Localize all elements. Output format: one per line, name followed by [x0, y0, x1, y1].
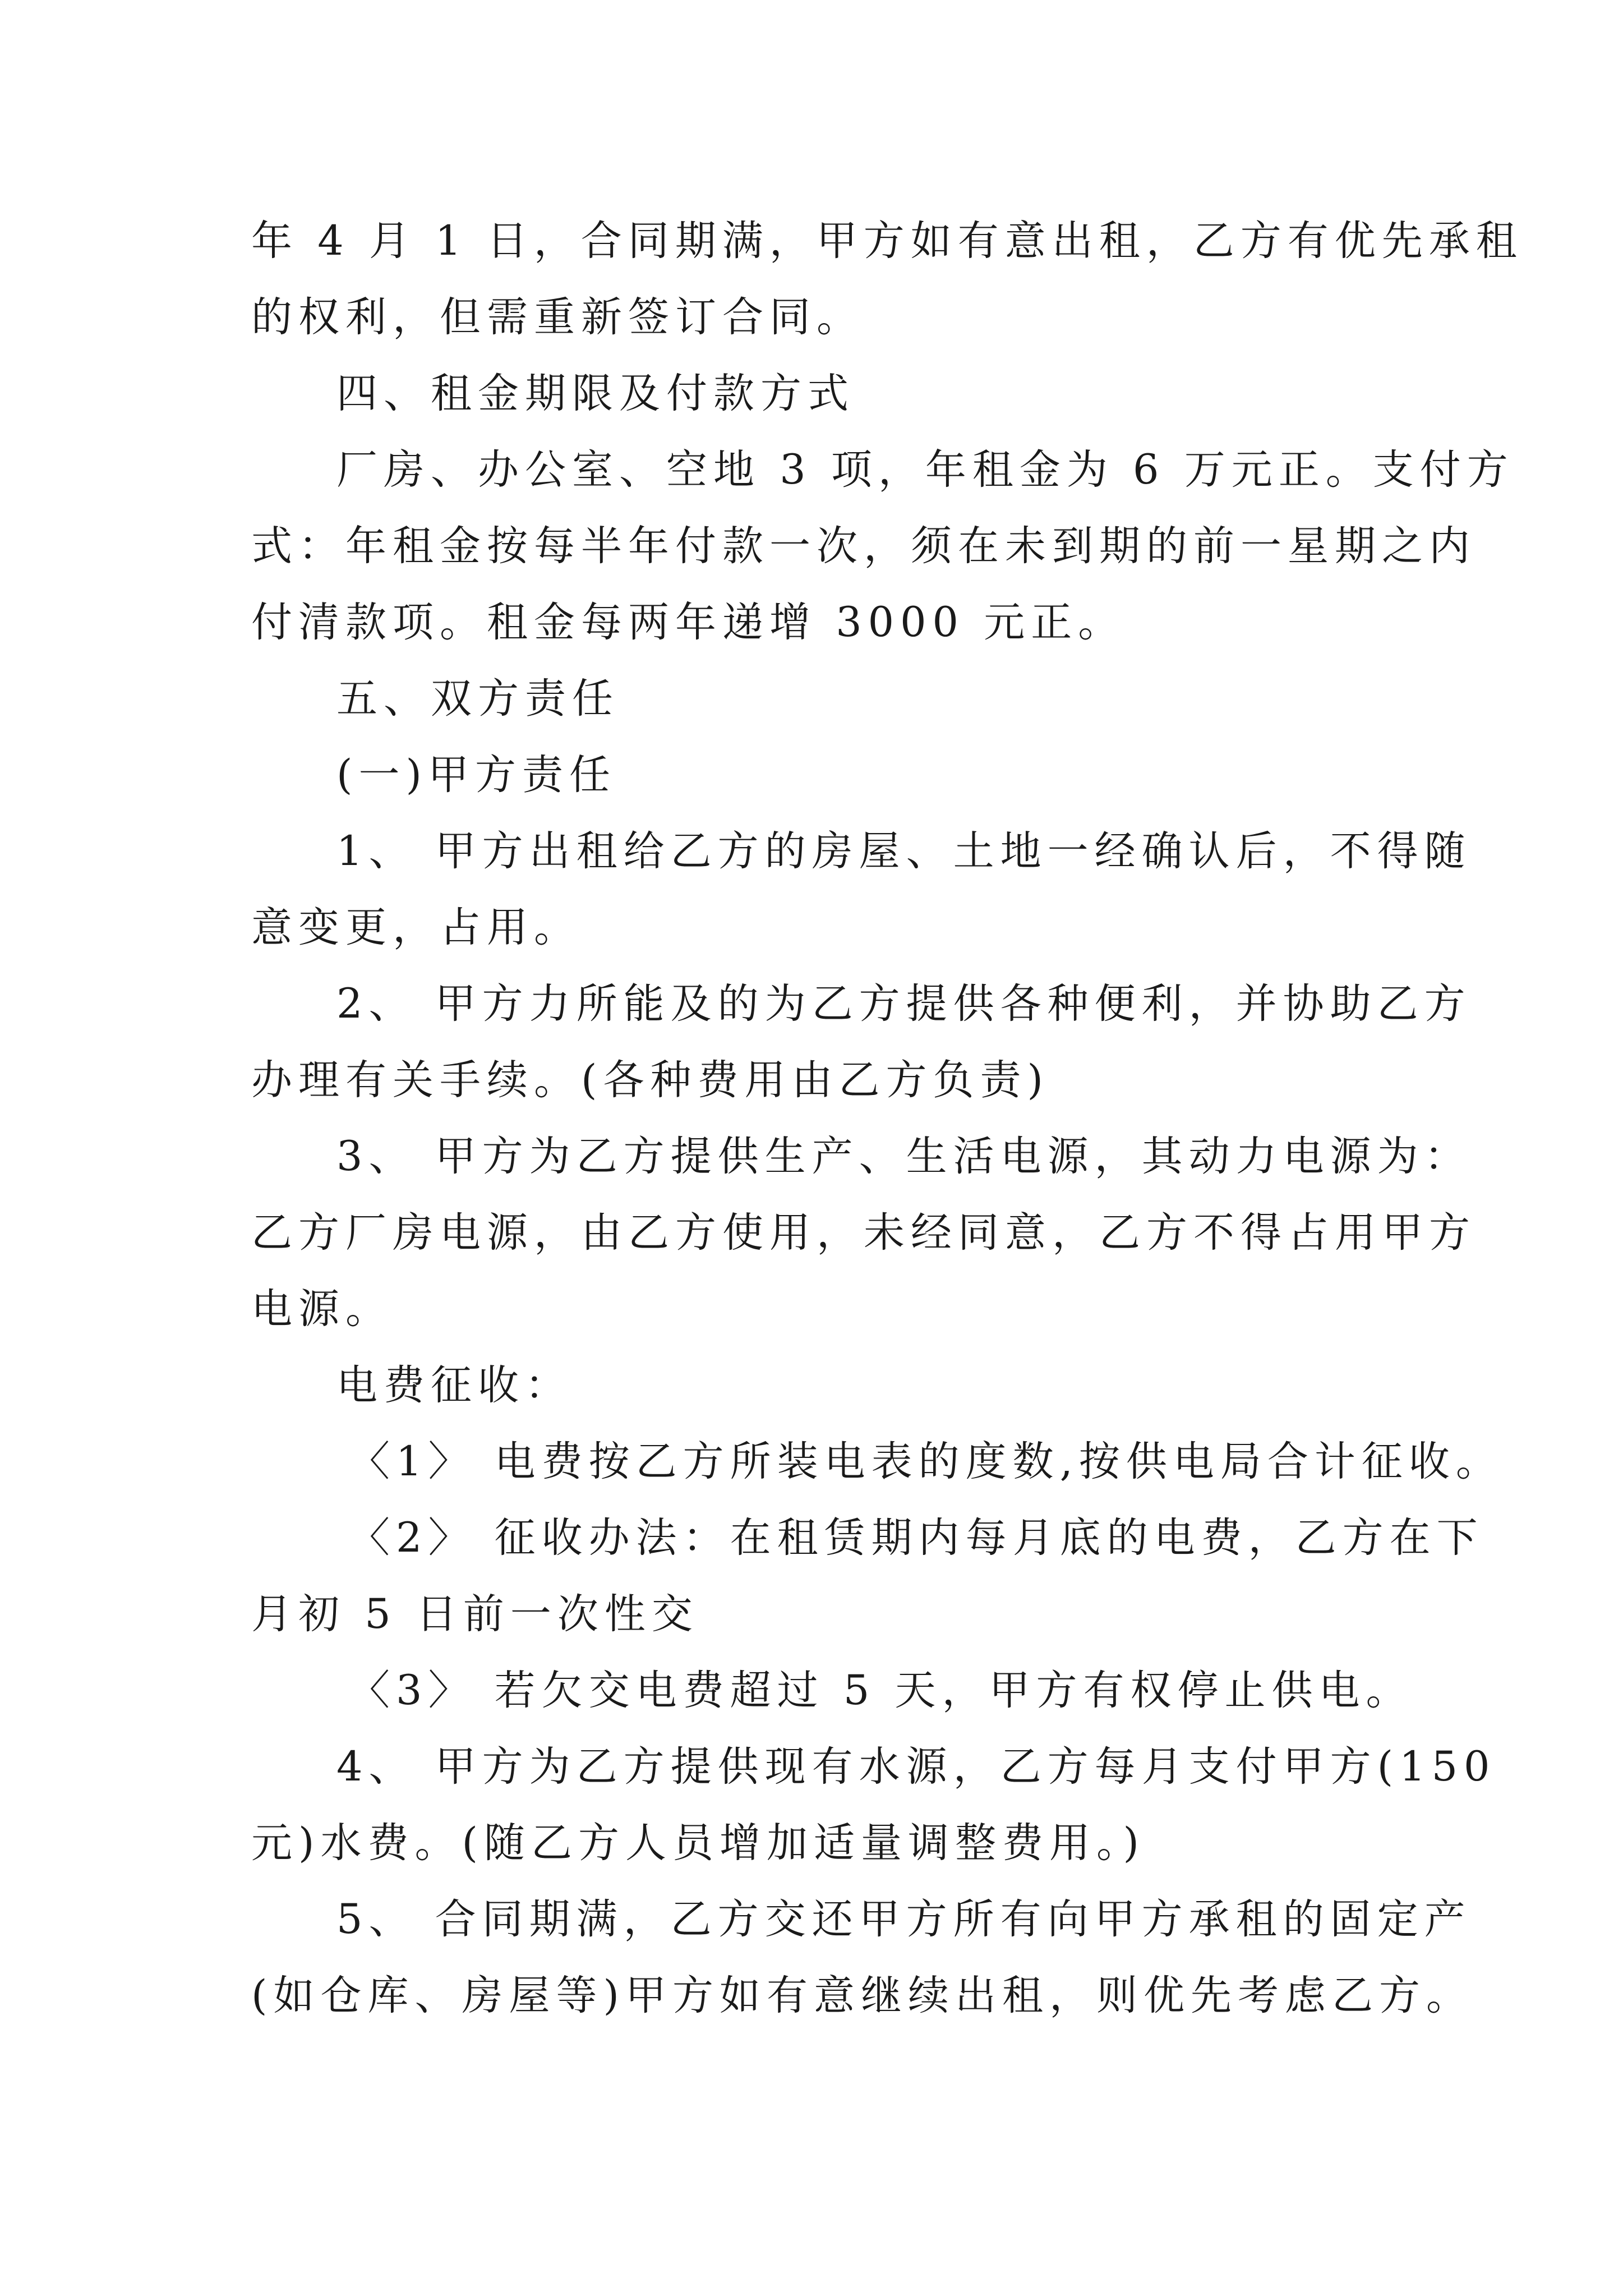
text-line-13: 3、 甲方为乙方提供生产、生活电源，其动力电源为： — [336, 1133, 1472, 1180]
text-line-15: 电源。 — [251, 1285, 393, 1333]
text-line-10: 意变更，占用。 — [251, 904, 581, 951]
text-line-22: 元)水费。(随乙方人员增加适量调整费用。) — [251, 1819, 1145, 1867]
text-line-14: 乙方厂房电源，由乙方使用，未经同意，乙方不得占用甲方 — [251, 1209, 1476, 1257]
text-line-12: 办理有关手续。(各种费用由乙方负责) — [251, 1056, 1049, 1104]
text-line-6: 付清款项。租金每两年递增 3000 元正。 — [251, 599, 1126, 646]
text-line-19: 月初 5 日前一次性交 — [251, 1590, 699, 1638]
section-heading-5: 五、双方责任 — [336, 675, 619, 723]
text-line-20: 〈3〉 若欠交电费超过 5 天，甲方有权停止供电。 — [349, 1667, 1413, 1714]
text-line-5: 式：年租金按每半年付款一次，须在未到期的前一星期之内 — [251, 522, 1476, 570]
section-heading-4: 四、租金期限及付款方式 — [336, 370, 855, 417]
text-line-4: 厂房、办公室、空地 3 项，年租金为 6 万元正。支付方 — [336, 446, 1514, 494]
text-line-2: 的权利，但需重新签订合同。 — [251, 293, 864, 341]
text-line-9: 1、 甲方出租给乙方的房屋、土地一经确认后，不得随 — [336, 827, 1472, 875]
text-line-11: 2、 甲方力所能及的为乙方提供各种便利，并协助乙方 — [336, 980, 1472, 1028]
text-line-24: (如仓库、房屋等)甲方如有意继续出租，则优先考虑乙方。 — [251, 1972, 1473, 2019]
text-line-23: 5、 合同期满，乙方交还甲方所有向甲方承租的固定产 — [336, 1895, 1472, 1943]
subsection-heading-1: (一)甲方责任 — [336, 751, 616, 799]
text-line-18: 〈2〉 征收办法：在租赁期内每月底的电费，乙方在下 — [349, 1514, 1484, 1562]
text-line-21: 4、 甲方为乙方提供现有水源，乙方每月支付甲方(150 — [336, 1743, 1496, 1791]
text-line-1: 年 4 月 1 日，合同期满，甲方如有意出租，乙方有优先承租 — [251, 217, 1523, 265]
text-line-17: 〈1〉 电费按乙方所装电表的度数,按供电局合计征收。 — [349, 1438, 1503, 1485]
text-line-16: 电费征收： — [336, 1361, 572, 1409]
